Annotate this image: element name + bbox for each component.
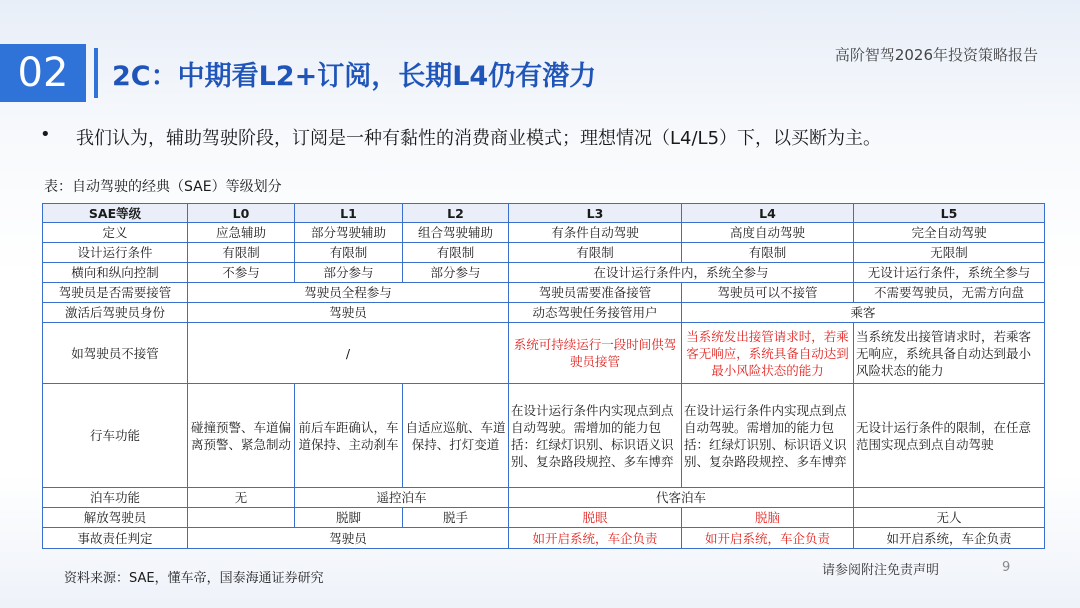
table-cell: 驾驶员全程参与	[188, 283, 509, 303]
header-cell: L4	[682, 204, 854, 223]
table-cell: 无人	[854, 508, 1045, 528]
table-row	[43, 263, 1045, 283]
row-label: 横向和纵向控制	[43, 263, 188, 283]
title-divider	[94, 48, 98, 98]
table-row	[43, 384, 1045, 488]
table-row	[43, 488, 1045, 508]
table-row	[43, 223, 1045, 243]
header-cell: SAE等级	[43, 204, 188, 223]
table-cell: 当系统发出接管请求时，若乘客无响应，系统具备自动达到最小风险状态的能力	[682, 323, 854, 384]
row-label: 激活后驾驶员身份	[43, 303, 188, 323]
table-cell: 驾驶员需要准备接管	[509, 283, 682, 303]
header-cell: L2	[403, 204, 509, 223]
table-cell: 部分驾驶辅助	[295, 223, 403, 243]
table-cell: 系统可持续运行一段时间供驾驶员接管	[509, 323, 682, 384]
sae-table	[42, 203, 1044, 549]
table-cell: 驾驶员可以不接管	[682, 283, 854, 303]
header-cell: L1	[295, 204, 403, 223]
table-row	[43, 303, 1045, 323]
header-cell: L5	[854, 204, 1045, 223]
table-cell: 遥控泊车	[295, 488, 509, 508]
table-cell: 碰撞预警、车道偏离预警、紧急制动	[188, 384, 295, 488]
table-row	[43, 528, 1045, 549]
table-cell: 有限制	[509, 243, 682, 263]
table-cell: 如开启系统，车企负责	[854, 528, 1045, 549]
table-cell: 部分参与	[403, 263, 509, 283]
table-cell: 不参与	[188, 263, 295, 283]
table-cell: 应急辅助	[188, 223, 295, 243]
table-cell: 无限制	[854, 243, 1045, 263]
table-header-row	[43, 204, 1045, 223]
table-cell: 有限制	[188, 243, 295, 263]
table-cell: /	[188, 323, 509, 384]
table-row	[43, 508, 1045, 528]
table-cell: 在设计运行条件内实现点到点自动驾驶。需增加的能力包括：红绿灯识别、标识语义识别、复杂路段规控、多车博弈	[682, 384, 854, 488]
table-cell: 脱脑	[682, 508, 854, 528]
table-cell: 当系统发出接管请求时，若乘客无响应，系统具备自动达到最小风险状态的能力	[854, 323, 1045, 384]
row-label: 事故责任判定	[43, 528, 188, 549]
table-cell: 前后车距确认，车道保持、主动刹车	[295, 384, 403, 488]
source-note: 资料来源：SAE，懂车帝，国泰海通证券研究	[64, 571, 324, 586]
table-cell: 驾驶员	[188, 528, 509, 549]
table-row	[43, 283, 1045, 303]
row-label: 设计运行条件	[43, 243, 188, 263]
table-cell: 高度自动驾驶	[682, 223, 854, 243]
report-name: 高阶智驾2026年投资策略报告	[834, 46, 1038, 64]
row-label: 定义	[43, 223, 188, 243]
table-cell: 乘客	[682, 303, 1045, 323]
table-row	[43, 243, 1045, 263]
table-cell: 有限制	[403, 243, 509, 263]
table-cell	[188, 508, 295, 528]
table-row	[43, 323, 1045, 384]
table-cell: 脱脚	[295, 508, 403, 528]
table-cell: 如开启系统，车企负责	[682, 528, 854, 549]
table-cell	[854, 488, 1045, 508]
row-label: 解放驾驶员	[43, 508, 188, 528]
row-label: 泊车功能	[43, 488, 188, 508]
table-cell: 无设计运行条件，系统全参与	[854, 263, 1045, 283]
table-cell: 部分参与	[295, 263, 403, 283]
header-cell: L0	[188, 204, 295, 223]
disclaimer: 请参阅附注免责声明	[822, 563, 940, 578]
table-cell: 完全自动驾驶	[854, 223, 1045, 243]
row-label: 驾驶员是否需要接管	[43, 283, 188, 303]
table-cell: 动态驾驶任务接管用户	[509, 303, 682, 323]
table-cell: 自适应巡航、车道保持、打灯变道	[403, 384, 509, 488]
table-cell: 无设计运行条件的限制，在任意范围实现点到点自动驾驶	[854, 384, 1045, 488]
page-title: 2C：中期看L2+订阅，长期L4仍有潜力	[112, 61, 597, 92]
table-cell: 有限制	[295, 243, 403, 263]
table-cell: 有限制	[682, 243, 854, 263]
table-cell: 脱眼	[509, 508, 682, 528]
bullet-text: 我们认为，辅助驾驶阶段，订阅是一种有黏性的消费商业模式；理想情况（L4/L5）下，以买断为主。	[76, 128, 882, 149]
table-cell: 驾驶员	[188, 303, 509, 323]
header-cell: L3	[509, 204, 682, 223]
table-cell: 不需要驾驶员，无需方向盘	[854, 283, 1045, 303]
table-cell: 如开启系统，车企负责	[509, 528, 682, 549]
bullet-icon: •	[40, 124, 51, 145]
table-cell: 有条件自动驾驶	[509, 223, 682, 243]
page-number: 9	[1002, 560, 1011, 575]
table-cell: 代客泊车	[509, 488, 854, 508]
section-number: 02	[0, 44, 86, 102]
table-cell: 在设计运行条件内，系统全参与	[509, 263, 854, 283]
table-cell: 无	[188, 488, 295, 508]
table-caption: 表：自动驾驶的经典（SAE）等级划分	[44, 179, 282, 195]
table-cell: 在设计运行条件内实现点到点自动驾驶。需增加的能力包括：红绿灯识别、标识语义识别、复杂路段规控、多车博弈	[509, 384, 682, 488]
table-cell: 组合驾驶辅助	[403, 223, 509, 243]
table-cell: 脱手	[403, 508, 509, 528]
row-label: 行车功能	[43, 384, 188, 488]
row-label: 如驾驶员不接管	[43, 323, 188, 384]
